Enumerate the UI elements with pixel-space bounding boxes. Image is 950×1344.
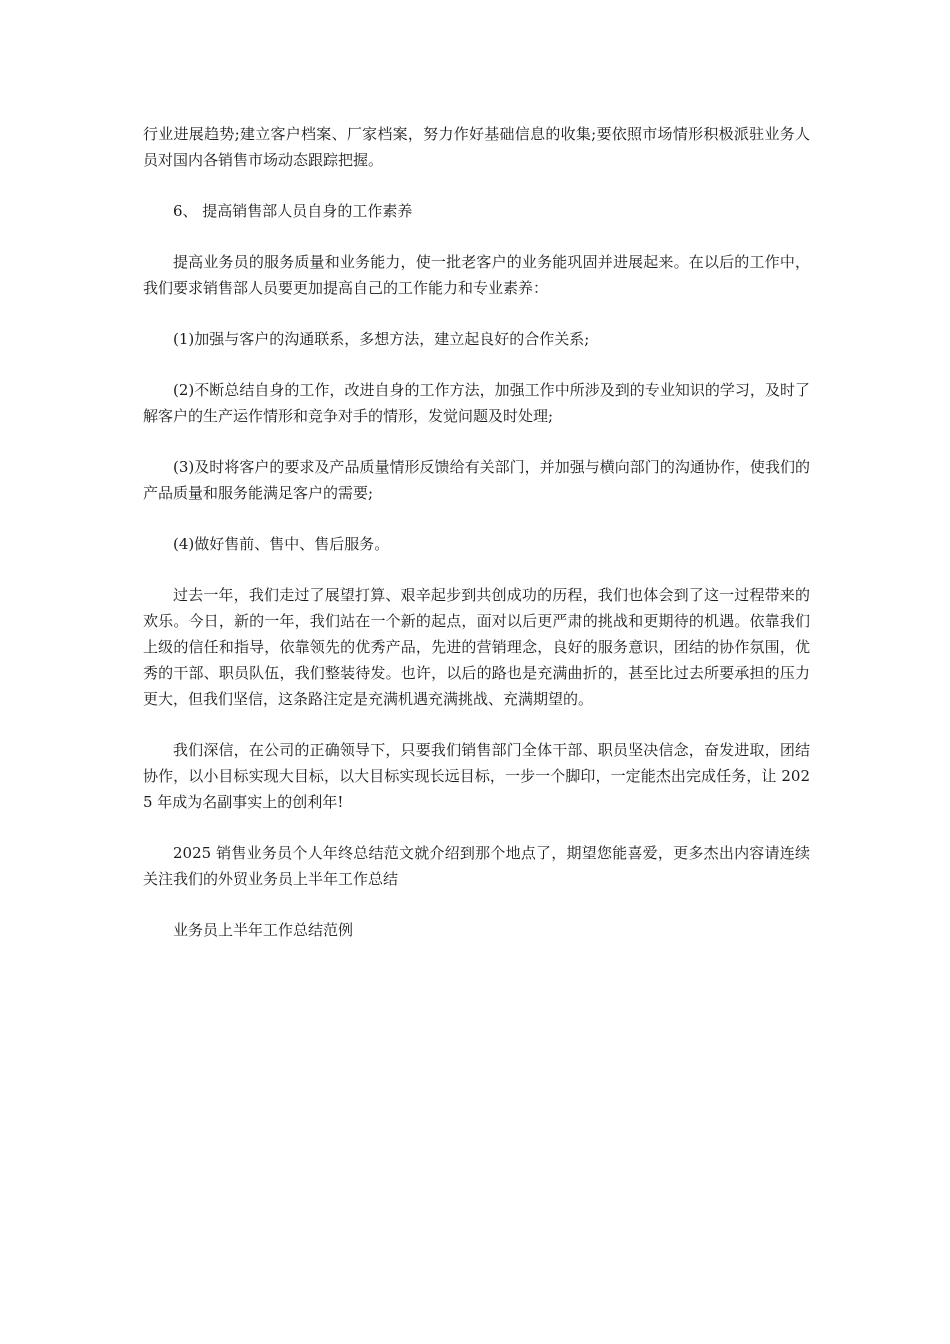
list-item-2: (2)不断总结自身的工作，改进自身的工作方法，加强工作中所涉及到的专业知识的学习，及时了解客户的生产运作情形和竞争对手的情形，发觉问题及时处理; — [143, 381, 810, 425]
paragraph-industry-trends: 行业进展趋势;建立客户档案、厂家档案，努力作好基础信息的收集;要依照市场情形积极派驻业务人员对国内各销售市场动态跟踪把握。 — [143, 125, 810, 169]
paragraph-past-year: 过去一年，我们走过了展望打算、艰辛起步到共创成功的历程，我们也体会到了这一过程带来的欢乐。今日，新的一年，我们站在一个新的起点，面对以后更严肃的挑战和更期待的机遇。依靠我们上级的信任和指导，依靠领先的优秀产品，先进的营销理念，良好的服务意识，团结的协作氛围，优秀的干部、职员队伍，我们整装待发。也许，以后的路也是充满曲折的，甚至比过去所要承担的压力更大，但我们坚信，这条路注定是充满机遇充满挑战、充满期望的。 — [143, 586, 810, 708]
list-item-4: (4)做好售前、售中、售后服务。 — [173, 535, 390, 553]
paragraph-next-title: 业务员上半年工作总结范例 — [173, 921, 354, 939]
paragraph-closing: 2025 销售业务员个人年终总结范文就介绍到那个地点了，期望您能喜爱，更多杰出内容请连续关注我们的外贸业务员上半年工作总结 — [143, 844, 810, 888]
section-heading-6: 6、 提高销售部人员自身的工作素养 — [173, 202, 413, 220]
paragraph-confidence: 我们深信，在公司的正确领导下，只要我们销售部门全体干部、职员坚决信念，奋发进取，团结协作，以小目标实现大目标，以大目标实现长远目标，一步一个脚印，一定能杰出完成任务，让 2025 年成为名副事实上的创利年! — [143, 741, 810, 811]
list-item-1: (1)加强与客户的沟通联系，多想方法，建立起良好的合作关系; — [173, 330, 590, 348]
paragraph-improve-quality: 提高业务员的服务质量和业务能力，使一批老客户的业务能巩固并进展起来。在以后的工作中，我们要求销售部人员要更加提高自己的工作能力和专业素养： — [143, 253, 810, 297]
list-item-3: (3)及时将客户的要求及产品质量情形反馈给有关部门，并加强与横向部门的沟通协作，使我们的产品质量和服务能满足客户的需要; — [143, 458, 810, 502]
document-body — [143, 121, 810, 968]
